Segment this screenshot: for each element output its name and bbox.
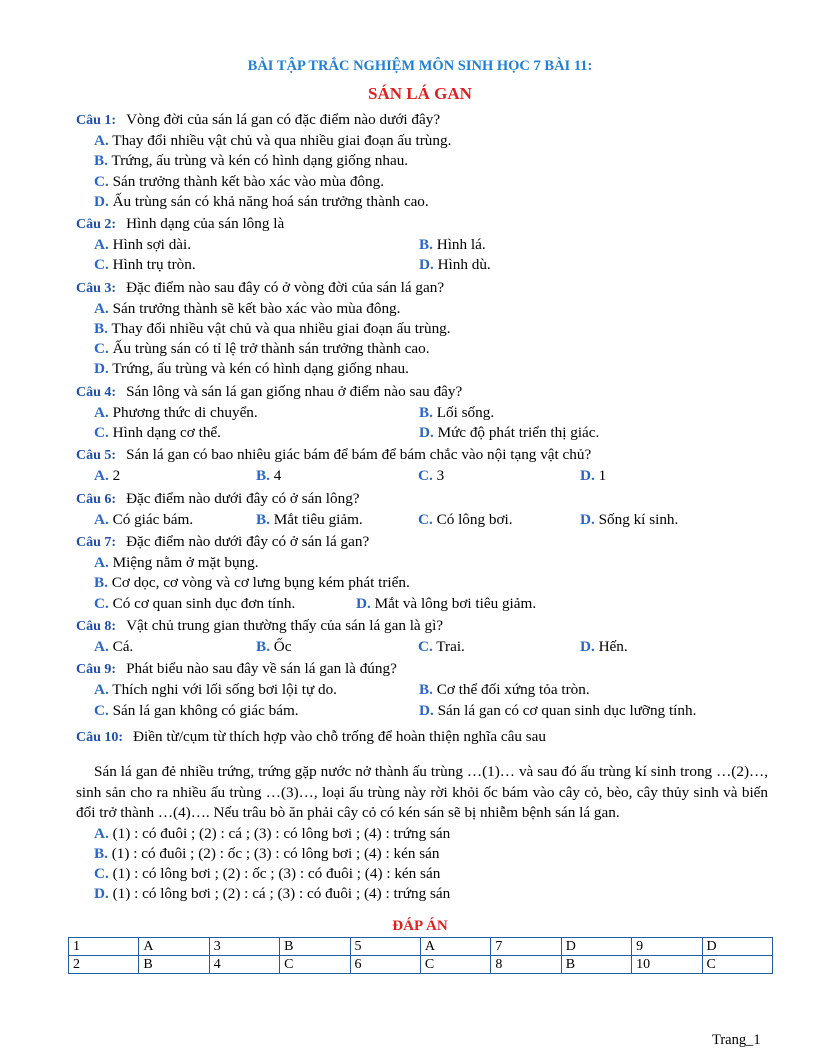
answer-key-title: ĐÁP ÁN [392,918,448,934]
table-cell: 3 [209,938,279,956]
question-7 [76,532,776,614]
option-b: B. Cơ dọc, cơ vòng và cơ lưng bụng kém phát triển. [94,574,410,592]
question-6 [76,489,776,530]
option-d: D. Sống kí sinh. [580,510,679,528]
table-cell: 5 [350,938,420,956]
question-8 [76,616,776,657]
document-subtitle: SÁN LÁ GAN [368,84,472,103]
question-label: Câu 5: [76,448,117,464]
option-a: A. (1) : có đuôi ; (2) : cá ; (3) : có lông bơi ; (4) : trứng sán [94,824,451,842]
document-title: BÀI TẬP TRẮC NGHIỆM MÔN SINH HỌC 7 BÀI 11: [247,58,593,74]
option-d: D. Mắt và lông bơi tiêu giảm. [356,594,537,612]
option-d: D. Trứng, ấu trùng và kén có hình dạng giống nhau. [94,360,409,378]
question-label: Câu 8: [76,618,117,634]
option-c: C. (1) : có lông bơi ; (2) : ốc ; (3) : có đuôi ; (4) : kén sán [94,865,441,882]
option-c: C. Có cơ quan sinh dục đơn tính. [94,594,296,612]
question-label: Câu 3: [76,280,117,296]
question-text: Đặc điểm nào dưới đây có ở sán lá gan? [126,533,370,551]
option-b: B. Mắt tiêu giảm. [256,510,363,528]
option-c: C. Có lông bơi. [418,510,513,528]
option-a: A. Miệng nằm ở mặt bụng. [94,554,259,572]
option-a: A. Phương thức di chuyển. [94,403,258,421]
table-cell: A [420,938,490,956]
question-10 [76,727,776,905]
question-3 [76,278,776,380]
question-text: Điền từ/cụm từ thích hợp vào chỗ trống để hoàn thiện nghĩa câu sau [133,727,547,745]
question-list [76,108,776,904]
table-cell: B [561,956,631,974]
question-text: Phát biểu nào sau đây về sán lá gan là đúng? [126,660,397,678]
question-text: Vật chủ trung gian thường thấy của sán lá gan là gì? [126,616,444,634]
option-d: D. Ấu trùng sán có khả năng hoá sán trưởng thành cao. [94,192,429,210]
option-b: B. (1) : có đuôi ; (2) : ốc ; (3) : có lông bơi ; (4) : kén sán [94,844,440,862]
answer-key-table [68,937,773,974]
option-a: A. Thích nghi với lối sống bơi lội tự do. [94,681,337,699]
option-a: A. 2 [94,467,121,485]
table-cell: 2 [69,956,139,974]
question-1 [76,110,776,212]
option-a: A. Có giác bám. [94,510,194,528]
table-row [69,956,773,974]
option-c: C. Sán lá gan không có giác bám. [94,701,299,719]
question-label: Câu 6: [76,491,117,507]
option-c: C. 3 [418,467,445,485]
question-text: Hình dạng của sán lông là [126,215,285,233]
option-c: C. Hình dạng cơ thể. [94,424,221,442]
option-d: D. Hình dù. [419,256,491,274]
question-label: Câu 1: [76,113,117,128]
option-c: C. Ấu trùng sán có tỉ lệ trở thành sán trưởng thành cao. [94,340,430,358]
question-label: Câu 2: [76,217,117,233]
question-label: Câu 9: [76,662,117,678]
option-b: B. Trứng, ấu trùng và kén có hình dạng giống nhau. [94,152,409,170]
table-cell: 1 [69,938,139,956]
option-b: B. Hình lá. [419,236,486,254]
table-cell: 8 [491,956,561,974]
question-9 [76,659,776,721]
question-5 [76,445,776,486]
table-cell: 4 [209,956,279,974]
table-cell: D [702,938,772,956]
option-b: B. Cơ thể đối xứng tỏa tròn. [419,681,590,699]
question-text: Sán lá gan có bao nhiêu giác bám để bám để bám chắc vào nội tạng vật chủ? [126,446,592,464]
question-4 [76,382,776,444]
question-2 [76,214,776,276]
option-c: C. Hình trụ tròn. [94,256,196,274]
table-cell: 6 [350,956,420,974]
question-label: Câu 10: [76,729,124,745]
option-b: B. 4 [256,467,282,485]
question-text: Đặc điểm nào sau đây có ở vòng đời của sán lá gan? [126,278,445,296]
table-cell: C [702,956,772,974]
option-d: D. Hến. [580,638,628,656]
option-c: C. Sán trưởng thành kết bào xác vào mùa đông. [94,172,384,190]
option-a: A. Hình sợi dài. [94,236,192,254]
question-text: Đặc điểm nào dưới đây có ở sán lông? [126,489,360,507]
option-b: B. Lối sống. [419,403,495,421]
option-a: A. Sán trưởng thành sẽ kết bào xác vào mùa đông. [94,299,401,317]
table-cell: 9 [632,938,702,956]
table-cell: A [139,938,209,956]
question-text: Vòng đời của sán lá gan có đặc điểm nào dưới đây? [126,111,441,128]
question-text: Sán lông và sán lá gan giống nhau ở điểm nào sau đây? [126,382,463,400]
option-a: A. Cá. [94,638,134,656]
table-row [69,938,773,956]
option-d: D. (1) : có lông bơi ; (2) : cá ; (3) : có đuôi ; (4) : trứng sán [94,885,451,903]
question-paragraph: Sán lá gan đẻ nhiều trứng, trứng gặp nước nở thành ấu trùng …(1)… và sau đó ấu trùng kí sinh trong …(2)…, sinh sản cho ra nhiều ấu trùng …(3)…, loại ấu trùng này rời khỏi ốc bám vào cây cỏ, bèo, cây thủy sinh và biến đổi trở thành …(4)…. Nếu trâu bò ăn phải cây cỏ có kén sán sẽ bị nhiễm bệnh sán lá gan. [76,763,768,822]
option-c: C. Trai. [418,638,465,656]
table-cell: B [139,956,209,974]
option-a: A. Thay đổi nhiều vật chủ và qua nhiều giai đoạn ấu trùng. [94,132,452,150]
table-cell: 7 [491,938,561,956]
table-cell: C [280,956,350,974]
option-b: B. Ốc [256,638,292,656]
question-label: Câu 4: [76,384,117,400]
table-cell: 10 [632,956,702,974]
question-label: Câu 7: [76,535,117,551]
table-cell: B [280,938,350,956]
page-number: Trang_1 [712,1032,761,1048]
option-d: D. 1 [580,467,607,485]
option-d: D. Mức độ phát triển thị giác. [419,424,600,442]
option-d: D. Sán lá gan có cơ quan sinh dục lưỡng tính. [419,701,697,719]
table-cell: D [561,938,631,956]
option-b: B. Thay đổi nhiều vật chủ và qua nhiều giai đoạn ấu trùng. [94,320,451,338]
table-cell: C [420,956,490,974]
